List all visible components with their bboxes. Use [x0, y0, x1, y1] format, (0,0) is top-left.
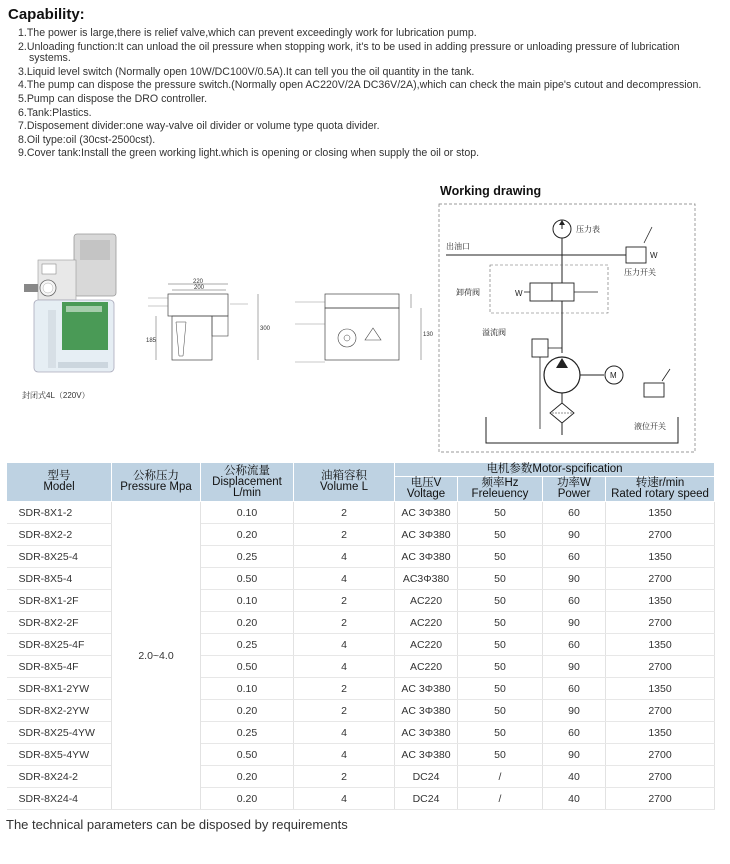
model-cell: SDR-8X2-2YW: [7, 700, 112, 722]
header-model-en: Model: [43, 481, 75, 493]
voltage-cell: AC 3Φ380: [395, 722, 458, 744]
hydraulic-schematic: [438, 203, 698, 453]
frequency-cell: 50: [458, 700, 543, 722]
volume-cell: 2: [294, 590, 395, 612]
frequency-cell: /: [458, 766, 543, 788]
speed-cell: 1350: [606, 590, 715, 612]
volume-cell: 4: [294, 634, 395, 656]
speed-cell: 1350: [606, 502, 715, 524]
frequency-cell: 50: [458, 722, 543, 744]
header-displacement-cn: 公称流量: [224, 464, 270, 477]
speed-cell: 2700: [606, 656, 715, 678]
header-model-cn: 型号: [47, 470, 71, 482]
power-cell: 60: [543, 590, 606, 612]
frequency-cell: 50: [458, 524, 543, 546]
model-cell: SDR-8X24-4: [7, 788, 112, 810]
capability-item: 5.Pump can dispose the DRO controller.: [18, 92, 208, 105]
speed-cell: 2700: [606, 524, 715, 546]
voltage-cell: AC 3Φ380: [395, 700, 458, 722]
displacement-cell: 0.20: [201, 700, 294, 722]
level-switch-label: 液位开关: [634, 422, 666, 431]
power-cell: 60: [543, 502, 606, 524]
voltage-cell: AC 3Φ380: [395, 502, 458, 524]
volume-cell: 2: [294, 612, 395, 634]
capability-title: Capability:: [8, 6, 85, 23]
speed-cell: 2700: [606, 766, 715, 788]
header-displacement: [201, 463, 294, 502]
voltage-cell: AC 3Φ380: [395, 678, 458, 700]
power-cell: 90: [543, 744, 606, 766]
header-freq-en: Freleuency: [471, 488, 529, 500]
displacement-cell: 0.10: [201, 502, 294, 524]
header-frequency: [458, 477, 543, 502]
voltage-cell: DC24: [395, 766, 458, 788]
voltage-cell: DC24: [395, 788, 458, 810]
power-cell: 90: [543, 700, 606, 722]
unload-valve-label: 卸荷阀: [456, 288, 480, 297]
photo-caption: 封闭式4L（220V）: [22, 391, 90, 400]
capability-item: 9.Cover tank:Install the green working light.which is opening or closing when supply the oil or stop.: [18, 147, 480, 160]
pressure-cell: 2.0~4.0: [112, 502, 201, 810]
model-cell: SDR-8X2-2F: [7, 612, 112, 634]
header-speed: [606, 477, 715, 502]
header-model: [7, 463, 112, 502]
displacement-cell: 0.20: [201, 788, 294, 810]
dimension-drawing-side: [285, 288, 440, 368]
displacement-cell: 0.20: [201, 766, 294, 788]
displacement-cell: 0.20: [201, 612, 294, 634]
power-cell: 60: [543, 546, 606, 568]
power-cell: 60: [543, 722, 606, 744]
displacement-cell: 0.25: [201, 546, 294, 568]
capability-item: 7.Disposement divider:one way-valve oil divider or volume type quota divider.: [18, 120, 380, 133]
frequency-cell: 50: [458, 656, 543, 678]
model-cell: SDR-8X25-4YW: [7, 722, 112, 744]
model-cell: SDR-8X5-4: [7, 568, 112, 590]
model-cell: SDR-8X5-4YW: [7, 744, 112, 766]
model-cell: SDR-8X25-4F: [7, 634, 112, 656]
model-cell: SDR-8X5-4F: [7, 656, 112, 678]
model-cell: SDR-8X1-2: [7, 502, 112, 524]
working-drawing-title: Working drawing: [440, 184, 542, 198]
displacement-cell: 0.50: [201, 568, 294, 590]
capability-item: 1.The power is large,there is relief valve,which can prevent exceedingly work for lubrication pump.: [18, 27, 477, 39]
header-speed-cn: 转速r/min: [635, 477, 685, 489]
frequency-cell: 50: [458, 590, 543, 612]
displacement-cell: 0.10: [201, 678, 294, 700]
header-motor-group: 电机参数Motor-spcification: [395, 463, 715, 477]
volume-cell: 2: [294, 766, 395, 788]
frequency-cell: 50: [458, 634, 543, 656]
header-speed-en: Rated rotary speed: [611, 488, 709, 500]
voltage-cell: AC220: [395, 634, 458, 656]
displacement-cell: 0.20: [201, 524, 294, 546]
capability-item: 6.Tank:Plastics.: [18, 106, 92, 119]
header-volume: [294, 463, 395, 502]
power-cell: 90: [543, 656, 606, 678]
header-freq-cn: 频率Hz: [481, 477, 519, 489]
outlet-label: 出油口: [446, 242, 470, 251]
frequency-cell: 50: [458, 612, 543, 634]
frequency-cell: 50: [458, 568, 543, 590]
dim-185: 185: [146, 338, 157, 344]
model-cell: SDR-8X1-2YW: [7, 678, 112, 700]
displacement-cell: 0.50: [201, 656, 294, 678]
spec-table-body: [7, 502, 715, 810]
header-displacement-en: Displacement: [212, 475, 282, 488]
header-power-cn: 功率W: [557, 477, 591, 489]
volume-cell: 4: [294, 656, 395, 678]
speed-cell: 2700: [606, 788, 715, 810]
table-row: [7, 502, 715, 524]
header-pressure-en: Pressure Mpa: [120, 481, 192, 493]
dim-300: 300: [260, 326, 271, 332]
header-voltage: [395, 477, 458, 502]
dimension-drawing-front: [138, 278, 278, 368]
model-cell: SDR-8X1-2F: [7, 590, 112, 612]
speed-cell: 2700: [606, 700, 715, 722]
frequency-cell: 50: [458, 678, 543, 700]
displacement-cell: 0.25: [201, 634, 294, 656]
pressure-switch-label: 压力开关: [624, 268, 656, 277]
speed-cell: 2700: [606, 744, 715, 766]
power-cell: 40: [543, 766, 606, 788]
voltage-cell: AC 3Φ380: [395, 744, 458, 766]
header-pressure: [112, 463, 201, 502]
frequency-cell: 50: [458, 502, 543, 524]
frequency-cell: 50: [458, 744, 543, 766]
header-volume-en: Volume L: [320, 481, 368, 493]
header-volume-cn: 油箱容积: [321, 470, 367, 482]
voltage-cell: AC3Φ380: [395, 568, 458, 590]
gauge-label: 压力表: [576, 225, 600, 234]
power-cell: 60: [543, 634, 606, 656]
power-cell: 90: [543, 524, 606, 546]
volume-cell: 2: [294, 502, 395, 524]
w-label: W: [650, 251, 658, 260]
volume-cell: 4: [294, 722, 395, 744]
volume-cell: 2: [294, 700, 395, 722]
footer-note: The technical parameters can be disposed by requirements: [6, 817, 348, 832]
model-cell: SDR-8X24-2: [7, 766, 112, 788]
voltage-cell: AC 3Φ380: [395, 524, 458, 546]
displacement-cell: 0.25: [201, 722, 294, 744]
capability-item: 2.Unloading function:It can unload the oil pressure when stopping work, it's to be used in adding pressure or unloading pressure of lubrication systems.: [18, 40, 680, 65]
capability-item: 3.Liquid level switch (Normally open 10W/DC100V/0.5A).It can tell you the oil quantity in the tank.: [18, 65, 475, 78]
pump-product-photo: [18, 232, 118, 382]
capability-list: [18, 28, 718, 162]
capability-item: 4.The pump can dispose the pressure switch.(Normally open AC220V/2A DC36V/2A),which can check the main pipe's cutout and decompression.: [18, 79, 702, 92]
volume-cell: 2: [294, 524, 395, 546]
dim-220: 220: [193, 279, 204, 285]
volume-cell: 4: [294, 744, 395, 766]
voltage-cell: AC220: [395, 656, 458, 678]
model-cell: SDR-8X25-4: [7, 546, 112, 568]
dim-130: 130: [423, 332, 434, 338]
displacement-cell: 0.50: [201, 744, 294, 766]
model-cell: SDR-8X2-2: [7, 524, 112, 546]
header-voltage-en: Voltage: [406, 488, 446, 500]
voltage-cell: AC220: [395, 612, 458, 634]
speed-cell: 2700: [606, 612, 715, 634]
speed-cell: 1350: [606, 546, 715, 568]
speed-cell: 1350: [606, 634, 715, 656]
header-voltage-cn: 电压V: [410, 477, 442, 489]
capability-item: 8.Oil type:oil (30cst-2500cst).: [18, 133, 156, 146]
volume-cell: 4: [294, 546, 395, 568]
header-pressure-cn: 公称压力: [133, 470, 179, 482]
header-power-en: Power: [557, 488, 591, 500]
voltage-cell: AC 3Φ380: [395, 546, 458, 568]
header-power: [543, 477, 606, 502]
power-cell: 90: [543, 612, 606, 634]
power-cell: 60: [543, 678, 606, 700]
frequency-cell: 50: [458, 546, 543, 568]
volume-cell: 4: [294, 788, 395, 810]
speed-cell: 1350: [606, 678, 715, 700]
spec-table: [6, 462, 715, 810]
dim-200: 200: [194, 285, 205, 291]
volume-cell: 4: [294, 568, 395, 590]
power-cell: 90: [543, 568, 606, 590]
power-cell: 40: [543, 788, 606, 810]
motor-label: M: [610, 371, 617, 380]
speed-cell: 2700: [606, 568, 715, 590]
displacement-cell: 0.10: [201, 590, 294, 612]
frequency-cell: /: [458, 788, 543, 810]
w-label-2: W: [515, 289, 523, 298]
voltage-cell: AC220: [395, 590, 458, 612]
header-displacement-unit: L/min: [232, 486, 262, 499]
relief-valve-label: 溢流阀: [482, 328, 506, 337]
volume-cell: 2: [294, 678, 395, 700]
speed-cell: 1350: [606, 722, 715, 744]
